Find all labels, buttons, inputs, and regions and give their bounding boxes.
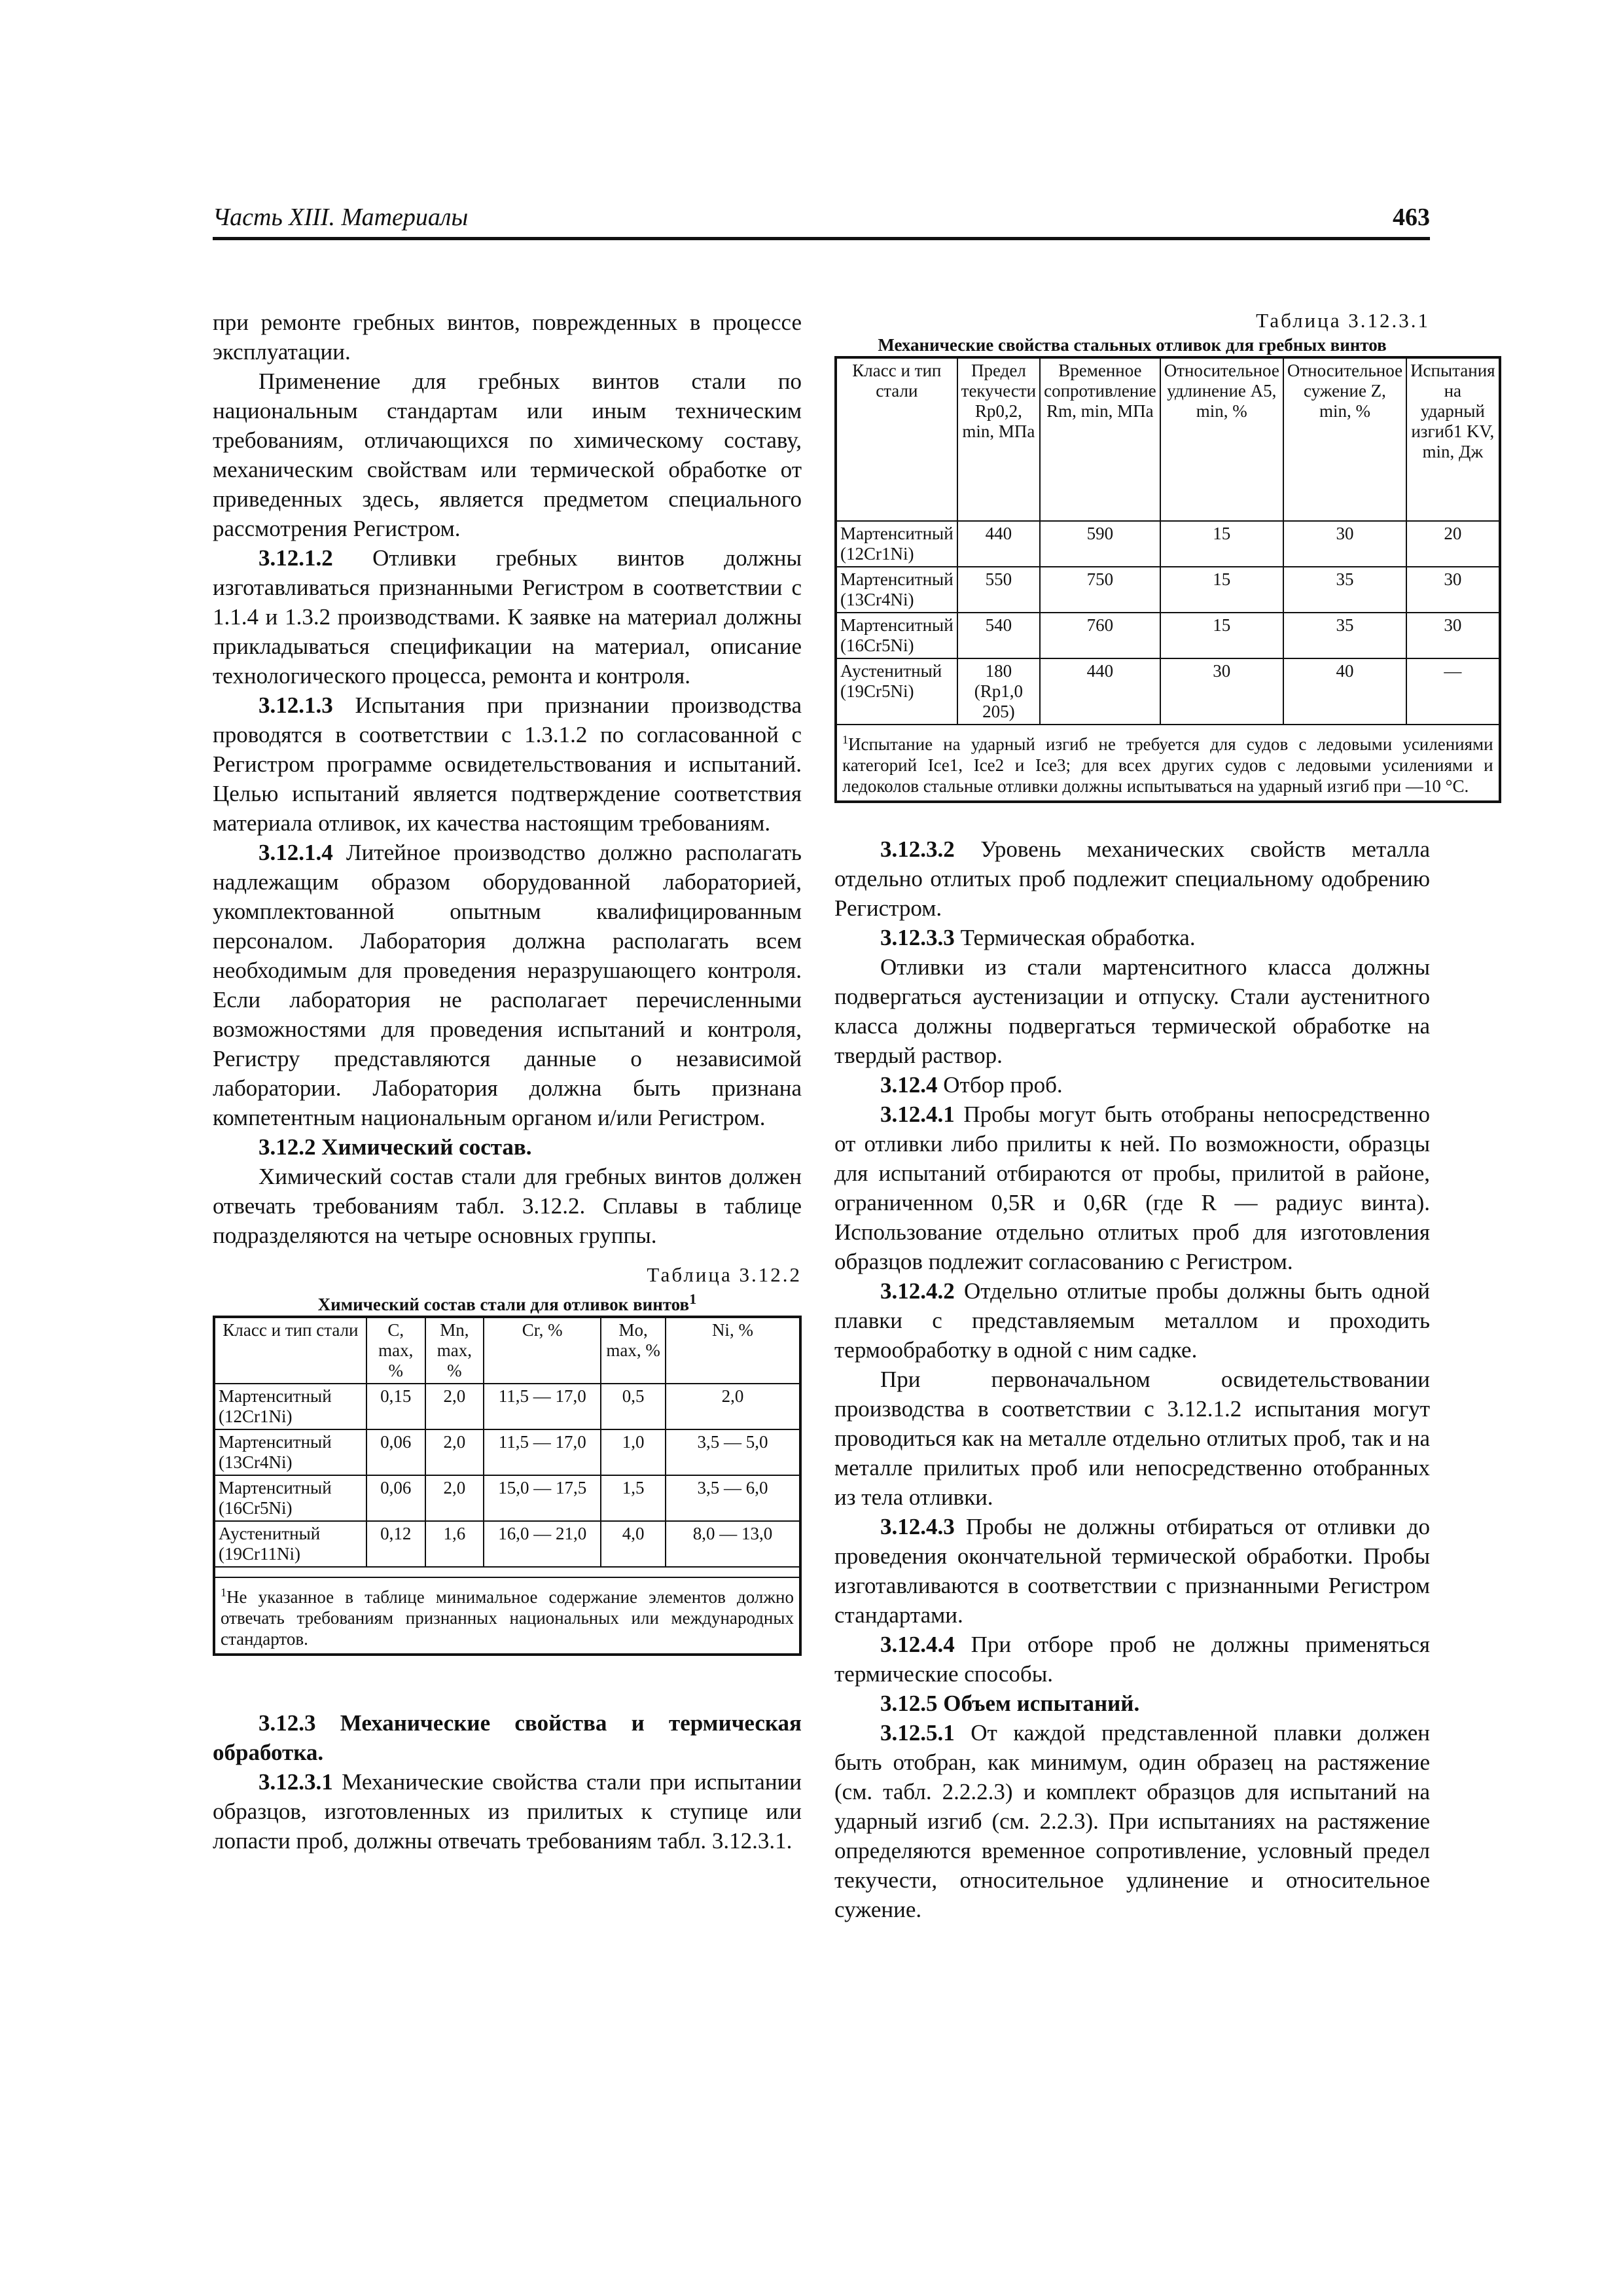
clause-text: Термическая обработка. — [960, 925, 1196, 950]
paragraph — [213, 691, 802, 838]
table-cell: 40 — [1283, 658, 1406, 725]
table-cell: 0,5 — [601, 1384, 666, 1429]
clause-number: 3.12.5.1 — [880, 1720, 955, 1746]
table-cell: 1,0 — [601, 1429, 666, 1475]
table-cell: 2,0 — [425, 1475, 484, 1521]
mech-table-block — [834, 308, 1495, 803]
paragraph — [213, 543, 802, 691]
paragraph — [834, 1276, 1430, 1365]
table-cell: 30 — [1406, 567, 1500, 613]
table-cell: 2,0 — [425, 1384, 484, 1429]
table-header-cell: C, max, % — [366, 1317, 425, 1384]
table-cell: 15 — [1160, 613, 1283, 658]
table-cell: 35 — [1283, 613, 1406, 658]
table-cell: 0,15 — [366, 1384, 425, 1429]
chem-table-block — [213, 1262, 802, 1656]
clause-text: Отдельно отлитые пробы должны быть одной плавки с представляемым металлом и проходить термообработку в одной с ним садке. — [834, 1278, 1430, 1363]
footnote-text: Не указанное в таблице минимальное содержание элементов должно отвечать требованиям признанных национальных или международных стандартов. — [221, 1587, 794, 1649]
table-row — [836, 658, 1500, 725]
section-heading: 3.12.5 Объем испытаний. — [880, 1691, 1140, 1716]
table-header-cell: Класс и тип стали — [214, 1317, 366, 1384]
table-cell: 1,6 — [425, 1521, 484, 1567]
table-cell: Аустенитный (19Cr5Ni) — [836, 658, 957, 725]
table-row — [214, 1475, 800, 1521]
paragraph — [834, 1070, 1430, 1100]
clause-text: От каждой представленной плавки должен быть отобран, как минимум, один образец на растяжение (см. табл. 2.2.2.3) и комплект образцов для испытаний на ударный изгиб (см. 2.2.3). При испытаниях на растяжение определяются временное сопротивление, условный предел текучести, относительное удлинение и относительное сужение. — [834, 1720, 1430, 1922]
table-header-cell: Mn, max, % — [425, 1317, 484, 1384]
table-row — [214, 1521, 800, 1567]
clause-number: 3.12.4.1 — [880, 1102, 955, 1127]
table-cell: 4,0 — [601, 1521, 666, 1567]
table-row — [836, 521, 1500, 567]
clause-number: 3.12.4.3 — [880, 1514, 955, 1539]
paragraph: При первоначальном освидетельствовании производства в соответствии с 3.12.1.2 испытания могут проводиться как на металле отдельно отлитых проб, так и на металле прилитых проб или непосредственно отобранных из тела отливки. — [834, 1367, 1430, 1510]
clause-number: 3.12.4 — [880, 1072, 938, 1098]
paragraph — [834, 1100, 1430, 1276]
clause-text: Пробы не должны отбираться от отливки до проведения окончательной термической обработки. Пробы изготавливаются в соответствии с признанными Регистром стандартами. — [834, 1514, 1430, 1628]
table-cell: 3,5 — 6,0 — [666, 1475, 800, 1521]
page-number: 463 — [1393, 204, 1430, 231]
table-cell: 15,0 — 17,5 — [484, 1475, 601, 1521]
table-title: Механические свойства стальных отливок для гребных винтов — [878, 335, 1387, 355]
clause-text: Отливки гребных винтов должны изготавливаться признанными Регистром в соответствии с 1.1.4 и 1.3.2 производствами. К заявке на материал должны прикладываться спецификации на материал, описание технологического процесса, ремонта и контроля. — [213, 545, 802, 689]
left-column — [213, 308, 802, 1856]
table-row — [214, 1429, 800, 1475]
table-cell: Мартенситный (12Cr1Ni) — [836, 521, 957, 567]
paragraph — [834, 1630, 1430, 1689]
table-cell: Мартенситный (13Cr4Ni) — [836, 567, 957, 613]
table-cell: 2,0 — [425, 1429, 484, 1475]
table-cell: 11,5 — 17,0 — [484, 1384, 601, 1429]
table-cell: 760 — [1040, 613, 1160, 658]
table-cell: Аустенитный (19Cr11Ni) — [214, 1521, 366, 1567]
table-cell: 3,5 — 5,0 — [666, 1429, 800, 1475]
table-cell: 20 — [1406, 521, 1500, 567]
table-label: Таблица 3.12.2 — [647, 1263, 802, 1286]
part-title: Часть XIII. Материалы — [213, 204, 469, 231]
table-cell: 540 — [957, 613, 1040, 658]
paragraph — [834, 1512, 1430, 1630]
clause-text: Испытания при признании производства проводятся в соответствии с 1.3.1.2 по согласованной с Регистром программе освидетельствования и испытаний. Целью испытаний является подтверждение соответствия материала отливок, их качества настоящим требованиям. — [213, 692, 802, 836]
table-cell: Мартенситный (12Cr1Ni) — [214, 1384, 366, 1429]
table-cell: 550 — [957, 567, 1040, 613]
table-cell: Мартенситный (13Cr4Ni) — [214, 1429, 366, 1475]
table-cell: 1,5 — [601, 1475, 666, 1521]
table-cell: 8,0 — 13,0 — [666, 1521, 800, 1567]
table-title-text: Химический состав стали для отливок винтов — [317, 1295, 690, 1314]
table-cell: 15 — [1160, 567, 1283, 613]
clause-number: 3.12.1.3 — [259, 692, 333, 718]
paragraph: Химический состав стали для гребных винтов должен отвечать требованиям табл. 3.12.2. Сплавы в таблице подразделяются на четыре основных группы. — [213, 1164, 802, 1248]
table-header-cell: Временное сопротивление Rm, min, МПа — [1040, 357, 1160, 521]
paragraph: Применение для гребных винтов стали по национальным стандартам или иным техническим требованиям, отличающихся по химическому составу, механическим свойствам или термической обработке от приведенных здесь, является предметом специального рассмотрения Регистром. — [213, 368, 802, 541]
table-cell: 2,0 — [666, 1384, 800, 1429]
right-column — [834, 308, 1495, 1924]
table-cell: 30 — [1283, 521, 1406, 567]
paragraph — [213, 838, 802, 1132]
clause-number: 3.12.4.4 — [880, 1632, 955, 1657]
table-footnote-row — [836, 725, 1500, 802]
table-header-cell: Относительное сужение Z, min, % — [1283, 357, 1406, 521]
clause-number: 3.12.4.2 — [880, 1278, 955, 1304]
footnote-marker: 1 — [689, 1291, 697, 1307]
table-label: Таблица 3.12.3.1 — [1256, 309, 1430, 332]
table-cell: 590 — [1040, 521, 1160, 567]
table-cell: 0,06 — [366, 1475, 425, 1521]
clause-number: 3.12.1.2 — [259, 545, 333, 571]
mech-properties-table — [834, 356, 1501, 803]
clause-number: 3.12.3.2 — [880, 836, 955, 862]
clause-text: Пробы могут быть отобраны непосредственно от отливки либо прилиты к ней. По возможности, образцы для испытаний отбираются от пробы, прилитой в районе, ограниченном 0,5R и 0,6R (где R — радиус винта). Использование отдельно отлитых проб для изготовления образцов подлежит согласованию с Регистром. — [834, 1102, 1430, 1274]
footnote-marker: 1 — [221, 1586, 226, 1599]
clause-number: 3.12.3.3 — [880, 925, 955, 950]
table-footnote — [214, 1577, 800, 1655]
table-row — [836, 567, 1500, 613]
paragraph — [834, 834, 1430, 923]
table-cell: 30 — [1160, 658, 1283, 725]
clause-text: Литейное производство должно располагать надлежащим образом оборудованной лабораторией, укомплектованной опытным квалифицированным персоналом. Лаборатория должна располагать всем необходимым для проведения неразрушающего контроля. Если лаборатория не располагает перечисленными возможностями для проведения испытаний и контроля, Регистру представляются данные о независимой лаборатории. Лаборатория должна быть признана компетентным национальным органом и/или Регистром. — [213, 840, 802, 1130]
table-cell: 16,0 — 21,0 — [484, 1521, 601, 1567]
paragraph — [213, 1767, 802, 1856]
clause-number: 3.12.1.4 — [259, 840, 333, 865]
table-cell: 750 — [1040, 567, 1160, 613]
table-cell: 440 — [1040, 658, 1160, 725]
table-footnote — [836, 725, 1500, 802]
clause-text: Отбор проб. — [943, 1072, 1063, 1098]
table-cell: 35 — [1283, 567, 1406, 613]
clause-text: При отборе проб не должны применяться термические способы. — [834, 1632, 1430, 1687]
table-row — [214, 1384, 800, 1429]
table-cell: 11,5 — 17,0 — [484, 1429, 601, 1475]
paragraph — [834, 1718, 1430, 1924]
table-header-cell: Испытания на ударный изгиб1 KV, min, Дж — [1406, 357, 1500, 521]
table-cell: Мартенситный (16Cr5Ni) — [214, 1475, 366, 1521]
table-header-cell: Mo, max, % — [601, 1317, 666, 1384]
chem-composition-table — [213, 1316, 802, 1656]
table-header-cell: Относительное удлинение A5, min, % — [1160, 357, 1283, 521]
table-cell: 180 (Rp1,0 205) — [957, 658, 1040, 725]
clause-text: Уровень механических свойств металла отдельно отлитых проб подлежит специальному одобрению Регистром. — [834, 836, 1430, 921]
table-cell: 440 — [957, 521, 1040, 567]
paragraph — [834, 923, 1430, 952]
table-title — [213, 1288, 802, 1316]
clause-text: Механические свойства стали при испытании образцов, изготовленных из прилитых к ступице или лопасти проб, должны отвечать требованиям табл. 3.12.3.1. — [213, 1769, 802, 1854]
table-cell: 0,06 — [366, 1429, 425, 1475]
footnote-text: Испытание на ударный изгиб не требуется для судов с ледовыми усилениями категорий Ice1, Ice2 и Ice3; для всех других судов с ледовыми усилениями и ледоколов стальные отливки должны испытываться на ударный изгиб при —10 °С. — [842, 734, 1493, 796]
table-header-cell: Ni, % — [666, 1317, 800, 1384]
section-heading: 3.12.2 Химический состав. — [259, 1134, 532, 1160]
clause-number: 3.12.3.1 — [259, 1769, 333, 1795]
table-cell: — — [1406, 658, 1500, 725]
paragraph: Отливки из стали мартенситного класса должны подвергаться аустенизации и отпуску. Стали аустенитного класса должны подвергаться термической обработке на твердый раствор. — [834, 954, 1430, 1068]
table-row — [836, 613, 1500, 658]
footnote-marker: 1 — [842, 733, 848, 746]
paragraph: при ремонте гребных винтов, поврежденных в процессе эксплуатации. — [213, 310, 802, 365]
table-cell: 15 — [1160, 521, 1283, 567]
running-head — [213, 196, 1430, 240]
table-footnote-row — [214, 1577, 800, 1655]
table-cell: 30 — [1406, 613, 1500, 658]
section-heading: 3.12.3 Механические свойства и термическая обработка. — [213, 1710, 802, 1765]
table-cell: 0,12 — [366, 1521, 425, 1567]
table-cell: Мартенситный (16Cr5Ni) — [836, 613, 957, 658]
table-header-cell: Класс и тип стали — [836, 357, 957, 521]
table-header-cell: Cr, % — [484, 1317, 601, 1384]
table-header-cell: Предел текучести Rp0,2, min, МПа — [957, 357, 1040, 521]
